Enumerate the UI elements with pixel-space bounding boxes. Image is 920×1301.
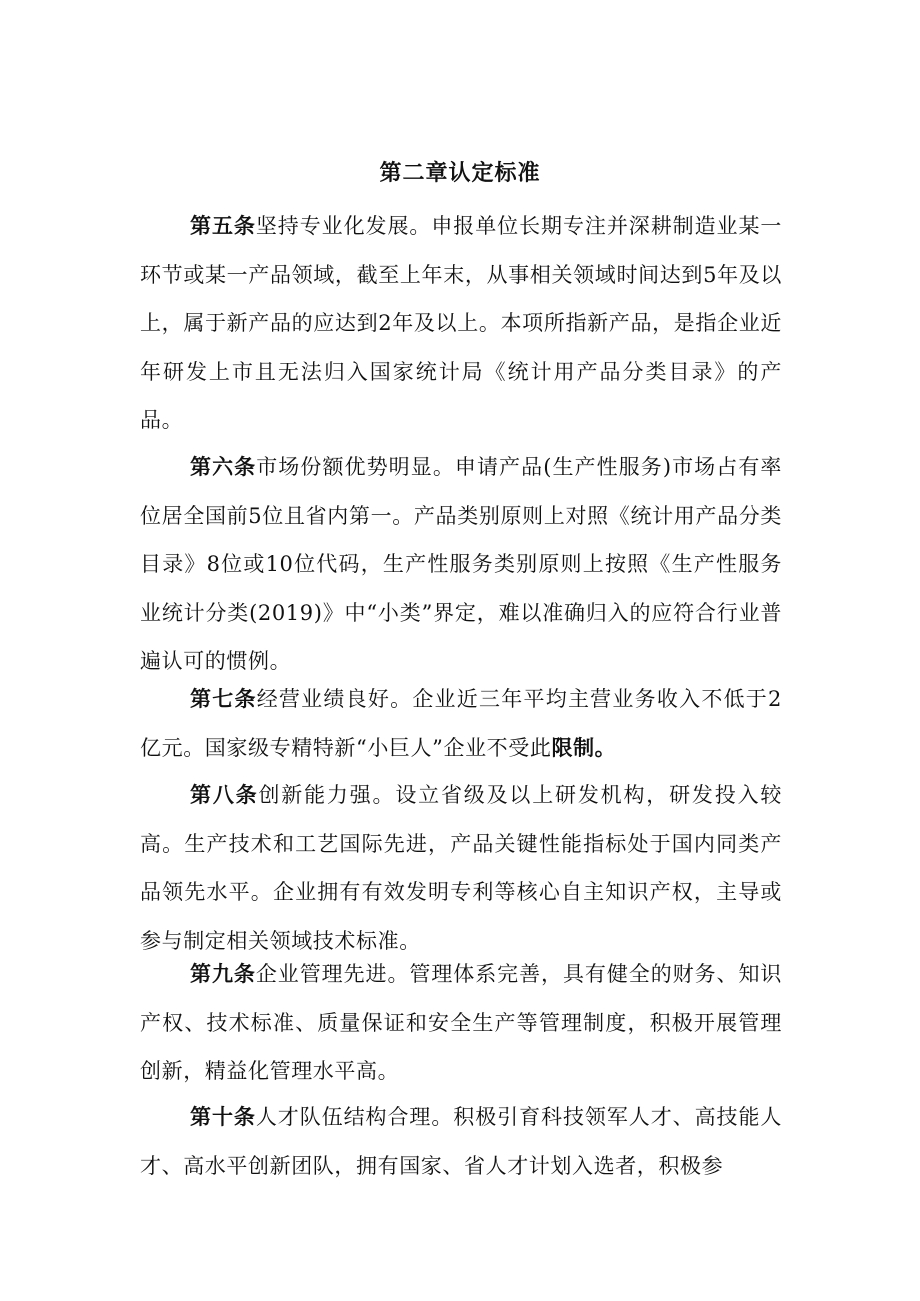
article-text: 市场份额优势明显。申请产品(生产性服务)市场占有率位居全国前5位且省内第一。产品类别原则上对照《统计用产品分类目录》8位或10位代码，生产性服务类别原则上按照《生产性服务业统计分类(2019)》中“小类”界定，难以准确归入的应符合行业普遍认可的惯例。	[140, 455, 782, 673]
article-text: 企业管理先进。管理体系完善，具有健全的财务、知识产权、技术标准、质量保证和安全生产等管理制度，积极开展管理创新，精益化管理水平高。	[140, 962, 782, 1083]
article-text: 经营业绩良好。企业近三年平均主营业务收入不低于2亿元。国家级专精特新“小巨人”企业不受此	[140, 687, 782, 760]
article-9	[140, 950, 782, 1096]
article-text: 坚持专业化发展。申报单位长期专注并深耕制造业某一环节或某一产品领域，截至上年末，从事相关领域时间达到5年及以上，属于新产品的应达到2年及以上。本项所指新产品，是指企业近年研发上市且无法归入国家统计局《统计用产品分类目录》的产品。	[140, 214, 782, 432]
article-heading: 第六条	[190, 454, 257, 479]
article-text: 人才队伍结构合理。积极引育科技领军人才、高技能人才、高水平创新团队，拥有国家、省人才计划入选者，积极参	[140, 1105, 782, 1178]
article-heading: 第十条	[190, 1104, 256, 1129]
article-7	[140, 675, 782, 772]
article-heading: 第五条	[190, 213, 256, 238]
article-heading: 第七条	[190, 686, 257, 711]
article-10	[140, 1093, 782, 1190]
article-6	[140, 443, 782, 686]
article-heading: 第九条	[190, 961, 256, 986]
chapter-title: 第二章认定标准	[379, 160, 541, 186]
article-text: 创新能力强。设立省级及以上研发机构，研发投入较高。生产技术和工艺国际先进，产品关键性能指标处于国内同类产品领先水平。企业拥有有效发明专利等核心自主知识产权，主导或参与制定相关领域技术标准。	[140, 783, 782, 953]
article-8	[140, 771, 782, 965]
article-heading: 第八条	[190, 782, 259, 807]
article-text-bold: 限制。	[551, 734, 617, 760]
article-5	[140, 202, 782, 445]
